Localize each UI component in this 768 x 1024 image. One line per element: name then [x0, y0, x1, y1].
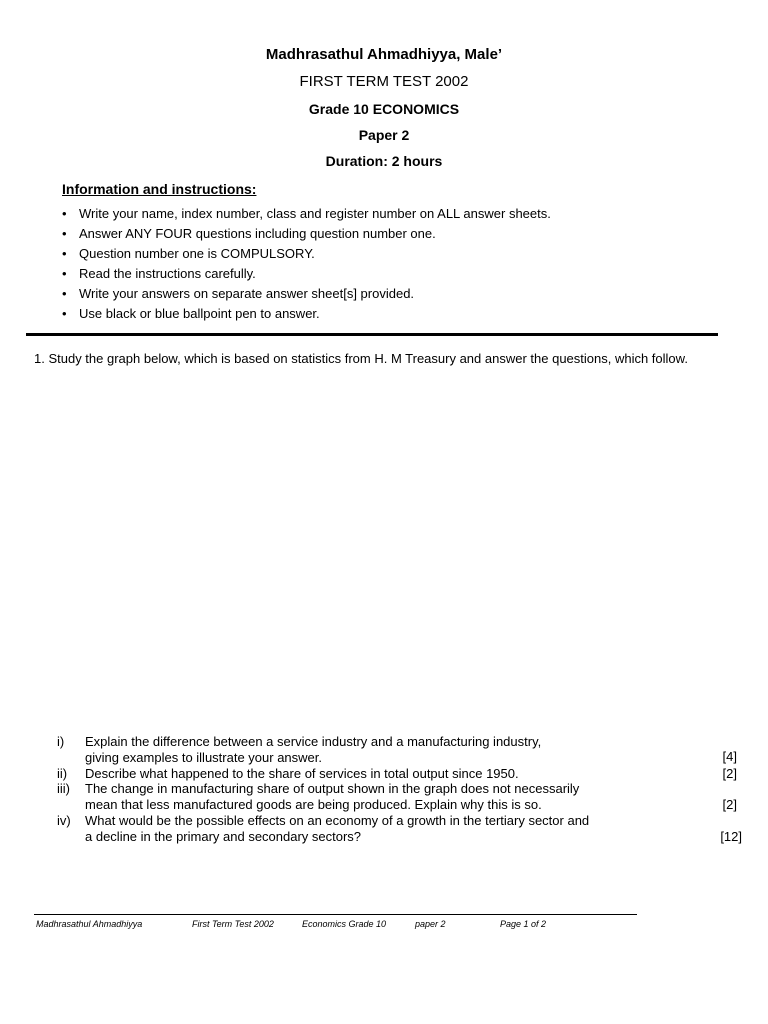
bullet-icon: • [62, 306, 67, 321]
instruction-text: Use black or blue ballpoint pen to answer. [79, 306, 320, 321]
subquestion-number: ii) [57, 766, 68, 781]
instruction-text: Read the instructions carefully. [79, 266, 256, 281]
bullet-icon: • [62, 206, 67, 221]
instruction-item [62, 244, 551, 264]
footer-school: Madhrasathul Ahmadhiyya [36, 919, 143, 929]
instruction-text: Write your answers on separate answer sheet[s] provided. [79, 286, 415, 301]
subquestion-text: What would be the possible effects on an economy of a growth in the tertiary sector and a decline in the primary and secondary sectors? [85, 813, 590, 844]
graph-placeholder [34, 380, 734, 720]
subquestion-text: The change in manufacturing share of output shown in the graph does not necessarily mean that less manufactured goods are being produced. Explain why this is so. [85, 781, 580, 812]
subquestion-marks: [12] [720, 829, 742, 844]
instruction-item [62, 304, 551, 324]
instructions-title: Information and instructions: [62, 181, 257, 197]
footer-paper: paper 2 [415, 919, 446, 929]
subquestion-iii [57, 781, 737, 813]
subquestion-text: Describe what happened to the share of services in total output since 1950. [85, 766, 519, 781]
exam-duration: Duration: 2 hours [325, 153, 443, 169]
subquestion-text: Explain the difference between a service industry and a manufacturing industry, giving examples to illustrate your answer. [85, 734, 542, 765]
instruction-item [62, 224, 551, 244]
subquestion-number: iv) [57, 813, 71, 828]
instruction-text: Write your name, index number, class and register number on ALL answer sheets. [79, 206, 551, 221]
instruction-item [62, 284, 551, 304]
subquestion-marks: [4] [722, 749, 737, 764]
subquestion-i [57, 734, 737, 766]
subquestion-number: iii) [57, 781, 70, 796]
instruction-text: Answer ANY FOUR questions including question number one. [79, 226, 436, 241]
instruction-item [62, 204, 551, 224]
footer-divider [34, 914, 637, 915]
footer-test: First Term Test 2002 [192, 919, 274, 929]
footer-subject: Economics Grade 10 [302, 919, 387, 929]
question-1-prompt: 1. Study the graph below, which is based on statistics from H. M Treasury and answer the questions, which follow. [34, 351, 688, 366]
bullet-icon: • [62, 266, 67, 281]
instructions-list [62, 204, 551, 324]
grade-subject: Grade 10 ECONOMICS [308, 101, 460, 117]
instruction-item [62, 264, 551, 284]
bullet-icon: • [62, 226, 67, 241]
bullet-icon: • [62, 286, 67, 301]
paper-number: Paper 2 [358, 127, 410, 143]
subquestion-marks: [2] [722, 766, 737, 781]
subquestion-ii [57, 766, 737, 782]
instruction-text: Question number one is COMPULSORY. [79, 246, 315, 261]
subquestion-number: i) [57, 734, 65, 749]
subquestion-iv [57, 813, 742, 845]
school-name: Madhrasathul Ahmadhiyya, Male’ [265, 46, 503, 63]
test-title: FIRST TERM TEST 2002 [299, 73, 469, 90]
subquestion-marks: [2] [722, 797, 737, 812]
footer-page: Page 1 of 2 [500, 919, 547, 929]
section-divider [26, 333, 718, 336]
bullet-icon: • [62, 246, 67, 261]
